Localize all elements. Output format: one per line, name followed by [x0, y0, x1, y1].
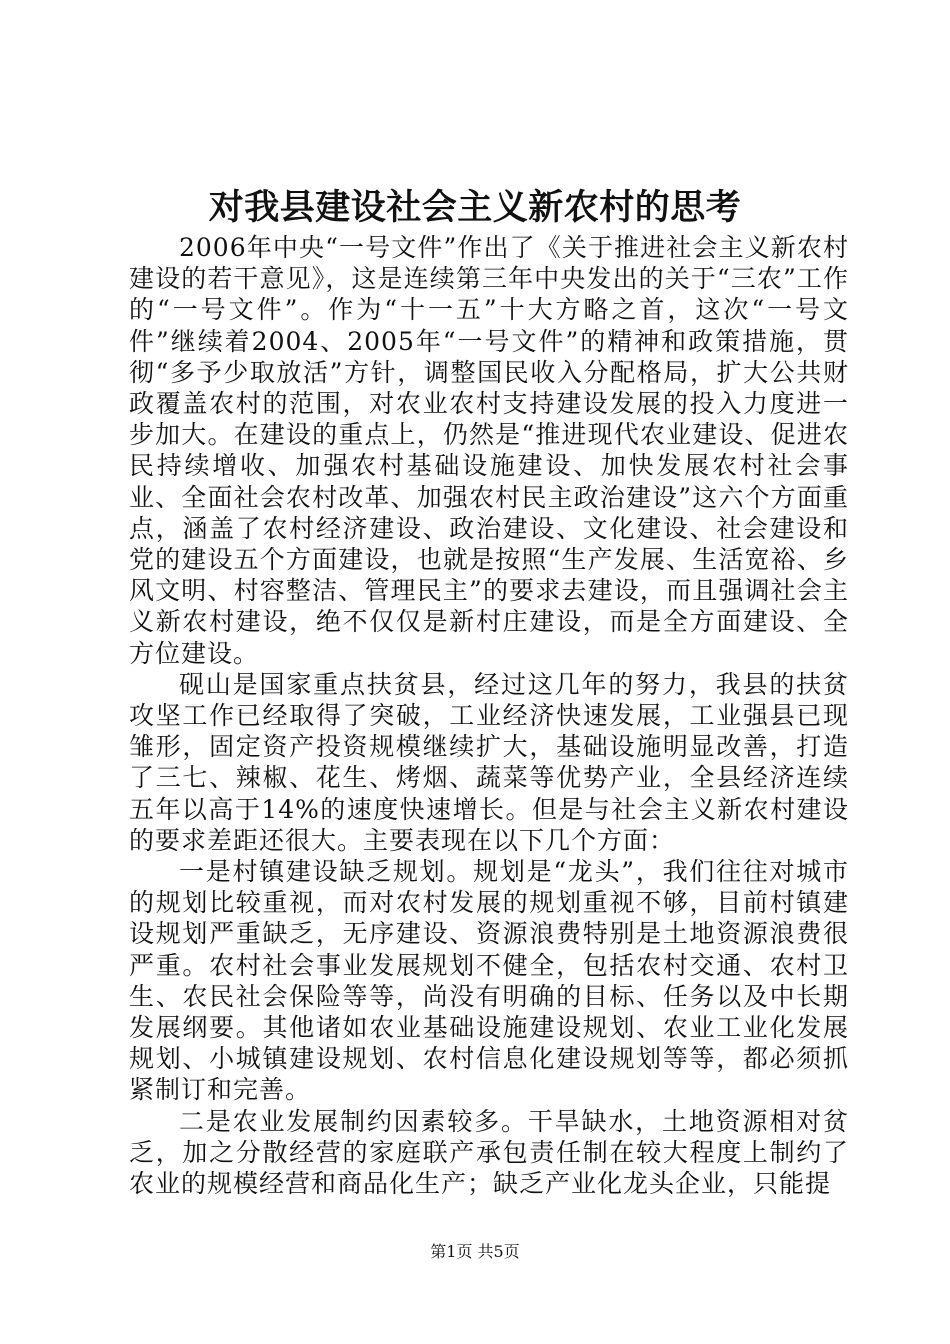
- paragraph-4: 二是农业发展制约因素较多。干旱缺水，土地资源相对贫乏，加之分散经营的家庭联产承包责任制在较大程度上制约了农业的规模经营和商品化生产；缺乏产业化龙头企业，只能提: [129, 1106, 849, 1199]
- paragraph-2: 砚山是国家重点扶贫县，经过这几年的努力，我县的扶贫攻坚工作已经取得了突破，工业经济快速发展，工业强县已现雏形，固定资产投资规模继续扩大，基础设施明显改善，打造了三七、辣椒、花生、烤烟、蔬菜等优势产业，全县经济连续五年以高于14%的速度快速增长。但是与社会主义新农村建设的要求差距还很大。主要表现在以下几个方面：: [129, 669, 849, 855]
- paragraph-1: 2006年中央“一号文件”作出了《关于推进社会主义新农村建设的若干意见》，这是连续第三年中央发出的关于“三农”工作的“一号文件”。作为“十一五”十大方略之首，这次“一号文件”继续着2004、2005年“一号文件”的精神和政策措施，贯彻“多予少取放活”方针，调整国民收入分配格局，扩大公共财政覆盖农村的范围，对农业农村支持建设发展的投入力度进一步加大。在建设的重点上，仍然是“推进现代农业建设、促进农民持续增收、加强农村基础设施建设、加快发展农村社会事业、全面社会农村改革、加强农村民主政治建设”这六个方面重点，涵盖了农村经济建设、政治建设、文化建设、社会建设和党的建设五个方面建设，也就是按照“生产发展、生活宽裕、乡风文明、村容整洁、管理民主”的要求去建设，而且强调社会主义新农村建设，绝不仅仅是新村庄建设，而是全方面建设、全方位建设。: [129, 233, 849, 668]
- document-title: 对我县建设社会主义新农村的思考: [208, 187, 742, 228]
- page-footer: 第1页 共5页: [430, 1242, 520, 1261]
- paragraph-3: 一是村镇建设缺乏规划。规划是“龙头”，我们往往对城市的规划比较重视，而对农村发展的规划重视不够，目前村镇建设规划严重缺乏，无序建设、资源浪费特别是土地资源浪费很严重。农村社会事业发展规划不健全，包括农村交通、农村卫生、农民社会保险等等，尚没有明确的目标、任务以及中长期发展纲要。其他诸如农业基础设施建设规划、农业工业化发展规划、小城镇建设规划、农村信息化建设规划等等，都必须抓紧制订和完善。: [129, 857, 849, 1105]
- document-body: [129, 232, 849, 1199]
